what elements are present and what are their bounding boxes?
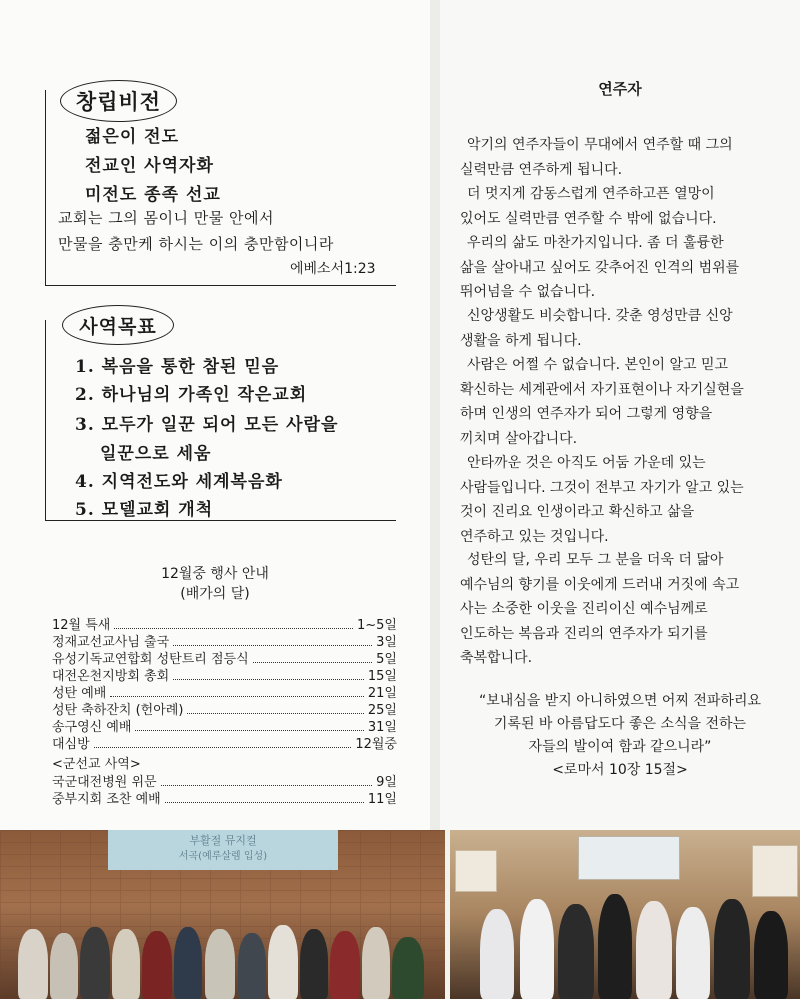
event-row: [52, 716, 397, 733]
goal-item: 2. 하나님의 가족인 작은교회: [75, 385, 308, 405]
person: [558, 904, 594, 999]
event-row: [52, 788, 397, 805]
event-row: [52, 614, 397, 631]
leader-dots: [161, 785, 373, 786]
article-line: 것이 진리요 인생이라고 확신하고 삶을: [460, 504, 695, 520]
article-line: 축복합니다.: [460, 650, 533, 666]
article-line: 삶을 살아내고 싶어도 갖추어진 인격의 범위를: [460, 259, 740, 276]
article-line: 사는 소중한 이웃을 진리이신 예수님께로: [460, 601, 708, 617]
leader-dots: [94, 747, 352, 748]
event-date: 15일: [367, 669, 397, 684]
event-row: [52, 733, 397, 750]
person: [598, 894, 632, 999]
article-line: 뛰어넘을 수 없습니다.: [460, 284, 596, 300]
article-line: 성탄의 달, 우리 모두 그 분을 더욱 더 닮아: [467, 552, 724, 568]
vision-verse: 교회는 그의 몸이니 만물 안에서: [58, 209, 274, 227]
vision-reference: 에베소서1:23: [290, 261, 376, 277]
article-paragraph: [460, 304, 790, 353]
events-subtitle: (배가의 달): [180, 586, 250, 602]
article-paragraph: [460, 133, 790, 182]
events-title: 12월중 행사 안내: [161, 566, 269, 582]
event-date: 9일: [376, 775, 397, 790]
person: [636, 901, 672, 999]
person: [754, 911, 788, 999]
goals-title: 사역목표: [62, 305, 174, 345]
event-row: [52, 665, 397, 682]
goal-item: 5. 모델교회 개척: [75, 500, 214, 520]
article-line: 실력만큼 연주하게 됩니다.: [460, 161, 623, 178]
event-name: 국군대전병원 위문: [52, 775, 157, 790]
article-title: 연주자: [598, 80, 642, 98]
quote-reference: <로마서 10장 15절>: [552, 762, 688, 778]
event-row: [52, 682, 397, 699]
article-paragraph: [460, 451, 790, 549]
performer: [142, 931, 172, 999]
performer: [362, 927, 390, 999]
article-paragraph: [460, 231, 790, 305]
article-line: 생활을 하게 됩니다.: [460, 332, 582, 349]
person: [480, 909, 514, 999]
performer: [300, 929, 328, 999]
quote-line: 자들의 발이여 함과 같으니라”: [528, 739, 712, 755]
event-date: 25일: [367, 703, 397, 718]
vision-line: 전교인 사역자화: [85, 156, 214, 176]
article-paragraph: [460, 182, 790, 231]
article-line: 악기의 연주자들이 무대에서 연주할 때 그의: [467, 137, 733, 153]
article-line: 끼치며 살아갑니다.: [460, 430, 578, 447]
article-line: 사람들입니다. 그것이 전부고 자기가 알고 있는: [460, 479, 744, 496]
person: [520, 899, 554, 999]
leader-dots: [165, 802, 364, 803]
event-name: 12월 특새: [52, 618, 111, 633]
vision-line: 미전도 종족 선교: [85, 185, 221, 205]
person: [676, 907, 710, 999]
leader-dots: [114, 628, 353, 629]
article-line: 사람은 어쩔 수 없습니다. 본인이 알고 믿고: [467, 357, 729, 373]
banner-subtitle: 서곡(예루살렘 입성): [178, 851, 268, 862]
projection-screen: [578, 836, 680, 880]
article-line: 더 멋지게 감동스럽게 연주하고픈 열망이: [467, 186, 715, 202]
military-title: <군선교 사역>: [52, 757, 141, 772]
goal-item: 4. 지역전도와 세계복음화: [75, 472, 283, 492]
event-name: 대심방: [52, 737, 90, 752]
leader-dots: [253, 662, 373, 663]
event-row: [52, 771, 397, 788]
quote-line: “보내심을 받지 아니하였으면 어찌 전파하리요: [478, 693, 761, 709]
performer: [205, 929, 235, 999]
event-name: 정재교선교사님 출국: [52, 635, 170, 650]
performer: [174, 927, 202, 999]
wall-poster: [752, 845, 798, 897]
event-date: 11일: [367, 792, 397, 807]
performer: [330, 931, 360, 999]
event-name: 대전온천지방회 총회: [52, 669, 170, 684]
leader-dots: [173, 679, 364, 680]
goal-item: 일꾼으로 세움: [100, 444, 212, 464]
article-line: 확신하는 세계관에서 자기표현이나 자기실현을: [460, 381, 744, 398]
event-row: [52, 699, 397, 716]
vision-title: 창립비전: [60, 80, 177, 122]
event-name: 중부지회 조찬 예배: [52, 792, 161, 807]
event-name: 유성기독교연합회 성탄트리 점등식: [52, 652, 249, 667]
article-paragraph: [460, 353, 790, 451]
scripture-quote: [440, 690, 800, 782]
event-date: 12월중: [355, 737, 397, 752]
performer: [18, 929, 48, 999]
musical-banner: [108, 830, 338, 870]
article-line: 연주하고 있는 것입니다.: [460, 528, 609, 545]
leader-dots: [187, 713, 363, 714]
article-line: 안타까운 것은 아직도 어둠 가운데 있는: [467, 455, 706, 471]
article-paragraph: [460, 548, 790, 671]
banner-title: 부활절 뮤지컬: [189, 834, 257, 847]
leader-dots: [173, 645, 372, 646]
performer: [268, 925, 298, 999]
article-line: 하며 인생의 연주자가 되어 그렇게 영향을: [460, 406, 713, 422]
plant: [392, 937, 424, 999]
vision-line: 젊은이 전도: [85, 127, 180, 147]
quote-line: 기록된 바 아름답도다 좋은 소식을 전하는: [493, 716, 747, 732]
leader-dots: [135, 730, 363, 731]
article-line: 인도하는 복음과 진리의 연주자가 되기를: [460, 625, 708, 642]
article-line: 예수님의 향기를 이웃에게 드러내 거짓에 속고: [460, 576, 740, 593]
article-line: 있어도 실력만큼 연주할 수 밖에 없습니다.: [460, 210, 717, 227]
performer: [112, 929, 140, 999]
goal-item: 1. 복음을 통한 참된 믿음: [75, 357, 280, 377]
performer: [80, 927, 110, 999]
event-name: 성탄 축하잔치 (헌아례): [52, 703, 184, 718]
performer: [50, 933, 78, 999]
leader-dots: [110, 696, 364, 697]
event-date: 3일: [376, 635, 397, 650]
wall-poster: [455, 850, 497, 892]
person: [714, 899, 750, 999]
goal-item: 3. 모두가 일꾼 되어 모든 사람을: [75, 415, 339, 435]
vision-verse: 만물을 충만케 하시는 이의 충만함이니라: [58, 235, 334, 253]
event-date: 1~5일: [357, 618, 397, 633]
event-date: 31일: [367, 720, 397, 735]
performer: [238, 933, 266, 999]
event-name: 송구영신 예배: [52, 720, 132, 735]
page-gutter: [430, 0, 440, 830]
article-line: 신앙생활도 비슷합니다. 갖춘 영성만큼 신앙: [467, 308, 733, 324]
event-name: 성탄 예배: [52, 686, 107, 701]
article-line: 우리의 삶도 마찬가지입니다. 좀 더 훌륭한: [467, 235, 724, 251]
event-row: [52, 631, 397, 648]
event-date: 5일: [376, 652, 397, 667]
event-row: [52, 648, 397, 665]
event-date: 21일: [367, 686, 397, 701]
